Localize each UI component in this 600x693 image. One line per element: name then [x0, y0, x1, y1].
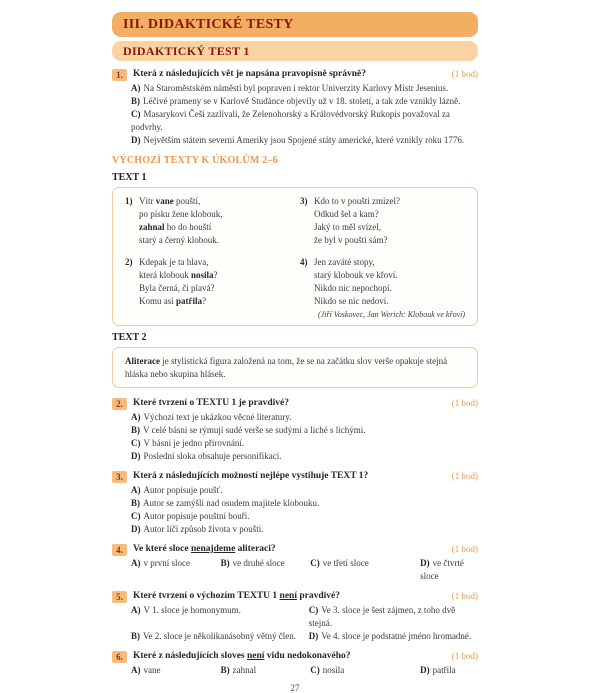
option-d: D) Poslední sloka obsahuje personifikaci.: [131, 451, 282, 461]
question-4: [112, 543, 478, 583]
option-a: A) Na Staroměstském náměstí byl popraven i rektor Univerzity Karlovy Mistr Jesenius.: [131, 83, 449, 93]
question-1-header: [112, 68, 478, 81]
question-text: Ve které sloce nenajdeme aliteraci?: [133, 544, 276, 554]
page-number: 27: [290, 683, 300, 693]
option-d: D) Autor líčí způsob života v poušti.: [131, 524, 264, 534]
option-b: B) zahnal: [220, 665, 257, 675]
option-d: D) Ve 4. sloce je podstatné jméno hromadné.: [308, 631, 472, 641]
option-c: C) nosila: [310, 665, 345, 675]
poem-attribution: (Jiří Voskovec, Jan Werich: Klobouk ve křoví): [318, 310, 465, 319]
question-text: Které tvrzení o TEXTU 1 je pravdivé?: [133, 398, 290, 408]
question-text: Které z následujících sloves není vidu nedokonavého?: [133, 651, 351, 661]
option-d: D) Největším státem severní Ameriky jsou Spojené státy americké, které vznikly roku 1776.: [131, 135, 465, 145]
poem-box: [112, 187, 478, 326]
question-2-header: [112, 397, 478, 410]
option-c: C) Ve 3. sloce je šest zájmen, z toho dvě stejná.: [308, 605, 456, 628]
question-5: [112, 590, 478, 643]
points-label: (1 bod): [451, 544, 478, 554]
option-c: C) V básni je jedno přirovnání.: [131, 438, 245, 448]
question-number-badge: 6.: [112, 651, 127, 663]
option-c: C) Masarykovi Češi zazlívali, že Zelenohorský a Královédvorský Rukopis považoval za podvrhy.: [131, 109, 450, 132]
chapter-title: III. DIDAKTICKÉ TESTY: [123, 17, 294, 32]
option-b: B) V celé básni se rýmují sudé verše se sudými a liché s lichými.: [131, 425, 366, 435]
test-title: DIDAKTICKÝ TEST 1: [123, 44, 250, 58]
poem-stanza-1: 1) Vítr vane pouští, po písku žene klobouk, zahnal ho do houští starý a černý klobouk.: [125, 196, 223, 245]
question-3: [112, 470, 478, 536]
question-number-badge: 2.: [112, 398, 127, 410]
poem-stanza-2: 2) Kdepak je ta hlava, která klobouk nosila? Byla černá, či plavá? Komu asi patřila?: [125, 257, 218, 306]
question-text: Které tvrzení o výchozím TEXTU 1 není pravdivé?: [133, 591, 340, 601]
points-label: (1 bod): [451, 471, 478, 481]
points-label: (1 bod): [451, 69, 478, 79]
question-text: Která z následujících možností nejlépe vystihuje TEXT 1?: [133, 471, 369, 481]
question-number-badge: 4.: [112, 544, 127, 556]
question-5-options: [131, 604, 478, 643]
option-a: A) Autor popisuje poušť.: [131, 485, 223, 495]
text1-label: TEXT 1: [112, 172, 147, 183]
question-6-options: [131, 664, 478, 677]
poem-right-column: [300, 195, 465, 308]
poem-stanza-3: 3) Kdo to v poušti zmizel? Odkud šel a kam? Jaký to měl svízel, že byl v poušti sám?: [300, 196, 400, 245]
definition-box: [112, 347, 478, 388]
option-d: D) ve čtvrté sloce: [420, 558, 464, 581]
question-2-options: [131, 411, 478, 463]
question-6: [112, 650, 478, 677]
question-text: Která z následujících vět je napsána pravopisně správně?: [133, 69, 367, 79]
option-a: A) V 1. sloce je homonymum.: [131, 605, 241, 615]
points-label: (1 bod): [451, 591, 478, 601]
chapter-title-bar: [112, 12, 478, 37]
text2-label: TEXT 2: [112, 332, 147, 343]
question-number-badge: 3.: [112, 471, 127, 483]
option-b: B) ve druhé sloce: [220, 558, 285, 568]
option-d: D) patřila: [420, 665, 456, 675]
test-page: [112, 12, 478, 693]
question-4-options: [131, 557, 478, 583]
question-6-header: [112, 650, 478, 663]
question-5-header: [112, 590, 478, 603]
source-texts-heading: VÝCHOZÍ TEXTY K ÚKOLŮM 2–6: [112, 155, 278, 166]
option-b: B) Autor se zamýšlí nad osudem majitele klobouku.: [131, 498, 320, 508]
test-title-bar: [112, 41, 478, 61]
question-2: [112, 397, 478, 463]
question-3-header: [112, 470, 478, 483]
option-a: A) Výchozí text je ukázkou věcné literatury.: [131, 412, 292, 422]
option-c: C) Autor popisuje pouštní bouři.: [131, 511, 250, 521]
poem: [125, 195, 465, 308]
poem-left-column: [125, 195, 290, 308]
points-label: (1 bod): [451, 651, 478, 661]
option-c: C) ve třetí sloce: [310, 558, 369, 568]
question-4-header: [112, 543, 478, 556]
question-3-options: [131, 484, 478, 536]
option-a: A) vane: [131, 665, 161, 675]
question-number-badge: 1.: [112, 69, 127, 81]
option-a: A) v první sloce: [131, 558, 190, 568]
question-1: [112, 68, 478, 147]
question-number-badge: 5.: [112, 591, 127, 603]
option-b: B) Ve 2. sloce je několikanásobný větný člen.: [131, 631, 296, 641]
poem-stanza-4: 4) Jen zaváté stopy, starý klobouk ve křoví. Nikdo nic nepochopí. Nikdo se nic nedoví.: [300, 257, 398, 306]
question-1-options: [131, 82, 478, 147]
aliteration-definition: Aliterace je stylistická figura založená na tom, že se na začátku slov verše opakuje stejná hláska nebo skupina hlásek.: [125, 356, 448, 379]
points-label: (1 bod): [451, 398, 478, 408]
option-b: B) Léčivé prameny se v Karlově Studánce objevily už v 18. století, a tak zde vznikly lázně.: [131, 96, 461, 106]
